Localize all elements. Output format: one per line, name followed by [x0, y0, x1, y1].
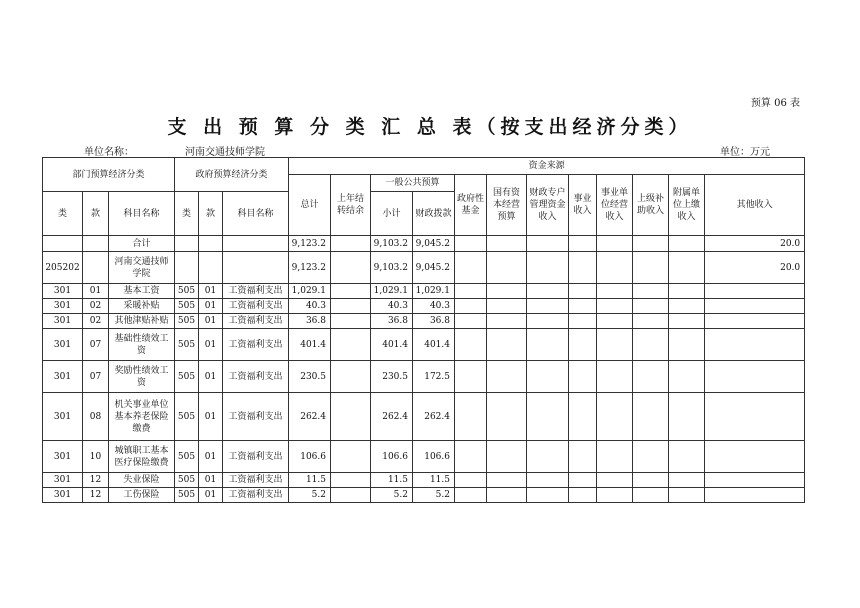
cell-total: 401.4: [289, 329, 331, 361]
cell-total: 230.5: [289, 361, 331, 393]
cell-superior-subsidy: [633, 236, 669, 252]
cell-business-unit-income: [597, 361, 633, 393]
cell-gov-fund: [455, 284, 487, 299]
cell-gov-kuan: 01: [199, 361, 223, 393]
cell-fiscal-special: [527, 299, 569, 314]
cell-business-income: [569, 252, 597, 284]
cell-gov-subject-name: 工资福利支出: [223, 488, 289, 503]
cell-kuan: 12: [83, 473, 109, 488]
cell-carryover: [331, 284, 371, 299]
cell-gov-kuan: 01: [199, 441, 223, 473]
cell-state-capital: [487, 473, 527, 488]
table-row: [43, 329, 805, 361]
cell-total: 106.6: [289, 441, 331, 473]
cell-gov-kuan: 01: [199, 393, 223, 441]
cell-affiliated-income: [669, 299, 705, 314]
table-row: [43, 393, 805, 441]
table-row: [43, 314, 805, 329]
cell-subtotal: 11.5: [371, 473, 413, 488]
cell-subject-name: 基本工资: [109, 284, 175, 299]
cell-lei: 301: [43, 361, 83, 393]
table-row: [43, 252, 805, 284]
cell-carryover: [331, 488, 371, 503]
cell-subject-name: 其他津贴补贴: [109, 314, 175, 329]
cell-superior-subsidy: [633, 252, 669, 284]
unit-name: 河南交通技师学院: [185, 147, 265, 158]
cell-gov-fund: [455, 393, 487, 441]
cell-total: 1,029.1: [289, 284, 331, 299]
table-row: [43, 361, 805, 393]
cell-superior-subsidy: [633, 329, 669, 361]
unit-label: 单位名称：: [84, 147, 134, 158]
cell-superior-subsidy: [633, 441, 669, 473]
cell-carryover: [331, 473, 371, 488]
cell-other-income: [705, 393, 805, 441]
cell-gov-kuan: 01: [199, 473, 223, 488]
cell-business-unit-income: [597, 441, 633, 473]
cell-carryover: [331, 441, 371, 473]
cell-gov-kuan: 01: [199, 488, 223, 503]
cell-fiscal-alloc: 106.6: [413, 441, 455, 473]
cell-state-capital: [487, 329, 527, 361]
header-subtotal: 小计: [371, 192, 413, 236]
header-general-budget: 一般公共预算: [371, 175, 455, 192]
cell-carryover: [331, 329, 371, 361]
cell-gov-subject-name: 工资福利支出: [223, 284, 289, 299]
header-affiliated-income: 附属单位上缴收入: [669, 175, 705, 236]
table-row: [43, 299, 805, 314]
cell-affiliated-income: [669, 393, 705, 441]
table-row: [43, 441, 805, 473]
cell-total: 9,123.2: [289, 236, 331, 252]
cell-state-capital: [487, 284, 527, 299]
cell-subject-name: 失业保险: [109, 473, 175, 488]
cell-superior-subsidy: [633, 393, 669, 441]
cell-lei: 301: [43, 441, 83, 473]
cell-business-unit-income: [597, 329, 633, 361]
cell-subject-name: 城镇职工基本医疗保险缴费: [109, 441, 175, 473]
header-total: 总计: [289, 175, 331, 236]
cell-carryover: [331, 361, 371, 393]
cell-subject-name: 河南交通技师学院: [109, 252, 175, 284]
header-state-capital: 国有资本经营预算: [487, 175, 527, 236]
money-unit: 单位：万元: [720, 147, 770, 158]
cell-affiliated-income: [669, 329, 705, 361]
cell-fiscal-alloc: 9,045.2: [413, 236, 455, 252]
cell-gov-lei: 505: [175, 441, 199, 473]
cell-total: 40.3: [289, 299, 331, 314]
cell-fiscal-special: [527, 252, 569, 284]
cell-other-income: [705, 299, 805, 314]
cell-business-income: [569, 329, 597, 361]
cell-gov-fund: [455, 252, 487, 284]
cell-fiscal-special: [527, 284, 569, 299]
cell-superior-subsidy: [633, 314, 669, 329]
cell-other-income: [705, 361, 805, 393]
cell-total: 9,123.2: [289, 252, 331, 284]
cell-other-income: [705, 314, 805, 329]
cell-gov-fund: [455, 441, 487, 473]
cell-state-capital: [487, 314, 527, 329]
cell-subject-name: 机关事业单位基本养老保险缴费: [109, 393, 175, 441]
cell-gov-kuan: 01: [199, 299, 223, 314]
cell-total: 5.2: [289, 488, 331, 503]
header-subject: 科目名称: [109, 192, 175, 236]
cell-fiscal-special: [527, 236, 569, 252]
cell-fiscal-special: [527, 473, 569, 488]
header-dept-class: 部门预算经济分类: [43, 158, 175, 192]
cell-lei: 301: [43, 299, 83, 314]
header-business-income: 事业收入: [569, 175, 597, 236]
cell-subtotal: 230.5: [371, 361, 413, 393]
cell-fiscal-special: [527, 314, 569, 329]
form-number: 预算 06 表: [750, 98, 800, 109]
cell-state-capital: [487, 299, 527, 314]
cell-state-capital: [487, 252, 527, 284]
cell-affiliated-income: [669, 361, 705, 393]
cell-affiliated-income: [669, 252, 705, 284]
cell-subject-name: 合计: [109, 236, 175, 252]
cell-gov-kuan: 01: [199, 284, 223, 299]
cell-business-income: [569, 299, 597, 314]
cell-business-unit-income: [597, 488, 633, 503]
cell-gov-subject-name: [223, 236, 289, 252]
cell-fiscal-special: [527, 488, 569, 503]
cell-gov-fund: [455, 329, 487, 361]
cell-other-income: [705, 488, 805, 503]
header-subject-gov: 科目名称: [223, 192, 289, 236]
page-title: 支 出 预 算 分 类 汇 总 表（按支出经济分类）: [167, 116, 693, 138]
cell-business-income: [569, 284, 597, 299]
cell-lei: 301: [43, 329, 83, 361]
cell-affiliated-income: [669, 473, 705, 488]
cell-gov-lei: 505: [175, 393, 199, 441]
cell-gov-kuan: [199, 236, 223, 252]
cell-kuan: [83, 252, 109, 284]
cell-state-capital: [487, 488, 527, 503]
cell-superior-subsidy: [633, 361, 669, 393]
cell-gov-fund: [455, 314, 487, 329]
cell-gov-fund: [455, 361, 487, 393]
cell-gov-lei: 505: [175, 284, 199, 299]
cell-business-unit-income: [597, 284, 633, 299]
cell-gov-subject-name: 工资福利支出: [223, 299, 289, 314]
table-row: [43, 284, 805, 299]
header-fiscal-alloc: 财政拨款: [413, 192, 455, 236]
cell-lei: 301: [43, 488, 83, 503]
cell-affiliated-income: [669, 236, 705, 252]
cell-business-income: [569, 488, 597, 503]
cell-business-unit-income: [597, 252, 633, 284]
cell-other-income: 20.0: [705, 252, 805, 284]
cell-business-income: [569, 236, 597, 252]
cell-gov-lei: 505: [175, 299, 199, 314]
budget-table: [42, 157, 805, 503]
cell-subject-name: 工伤保险: [109, 488, 175, 503]
cell-kuan: 07: [83, 329, 109, 361]
cell-kuan: [83, 236, 109, 252]
cell-carryover: [331, 314, 371, 329]
cell-fiscal-alloc: 5.2: [413, 488, 455, 503]
cell-business-income: [569, 473, 597, 488]
cell-business-unit-income: [597, 393, 633, 441]
cell-fiscal-alloc: 40.3: [413, 299, 455, 314]
cell-state-capital: [487, 441, 527, 473]
cell-gov-lei: 505: [175, 314, 199, 329]
cell-business-unit-income: [597, 299, 633, 314]
cell-subtotal: 1,029.1: [371, 284, 413, 299]
cell-total: 262.4: [289, 393, 331, 441]
cell-gov-subject-name: 工资福利支出: [223, 393, 289, 441]
cell-subject-name: 奖励性绩效工资: [109, 361, 175, 393]
cell-gov-lei: 505: [175, 473, 199, 488]
cell-gov-subject-name: 工资福利支出: [223, 473, 289, 488]
header-gov-class: 政府预算经济分类: [175, 158, 289, 192]
cell-total: 11.5: [289, 473, 331, 488]
cell-lei: 301: [43, 314, 83, 329]
cell-fiscal-special: [527, 393, 569, 441]
cell-subtotal: 401.4: [371, 329, 413, 361]
cell-kuan: 01: [83, 284, 109, 299]
cell-affiliated-income: [669, 314, 705, 329]
table-row: [43, 488, 805, 503]
cell-subtotal: 40.3: [371, 299, 413, 314]
cell-state-capital: [487, 236, 527, 252]
cell-business-income: [569, 314, 597, 329]
cell-lei: 205202: [43, 252, 83, 284]
cell-fiscal-alloc: 172.5: [413, 361, 455, 393]
cell-affiliated-income: [669, 441, 705, 473]
cell-subject-name: 基础性绩效工资: [109, 329, 175, 361]
header-business-unit-income: 事业单位经营收入: [597, 175, 633, 236]
cell-superior-subsidy: [633, 488, 669, 503]
table-row: [43, 473, 805, 488]
cell-other-income: [705, 284, 805, 299]
cell-gov-kuan: 01: [199, 314, 223, 329]
cell-subtotal: 9,103.2: [371, 252, 413, 284]
cell-gov-lei: 505: [175, 361, 199, 393]
header-other-income: 其他收入: [705, 175, 805, 236]
cell-fiscal-special: [527, 441, 569, 473]
header-kuan: 款: [83, 192, 109, 236]
cell-other-income: 20.0: [705, 236, 805, 252]
cell-fiscal-alloc: 11.5: [413, 473, 455, 488]
cell-gov-fund: [455, 488, 487, 503]
cell-gov-subject-name: 工资福利支出: [223, 441, 289, 473]
header-fiscal-special: 财政专户管理资金收入: [527, 175, 569, 236]
cell-kuan: 12: [83, 488, 109, 503]
cell-other-income: [705, 329, 805, 361]
cell-kuan: 10: [83, 441, 109, 473]
cell-kuan: 02: [83, 314, 109, 329]
header-kuan-gov: 款: [199, 192, 223, 236]
cell-business-income: [569, 361, 597, 393]
cell-subtotal: 36.8: [371, 314, 413, 329]
cell-superior-subsidy: [633, 284, 669, 299]
cell-carryover: [331, 252, 371, 284]
cell-fiscal-special: [527, 329, 569, 361]
cell-fiscal-alloc: 9,045.2: [413, 252, 455, 284]
cell-superior-subsidy: [633, 299, 669, 314]
cell-carryover: [331, 236, 371, 252]
cell-subtotal: 9,103.2: [371, 236, 413, 252]
cell-carryover: [331, 299, 371, 314]
cell-gov-fund: [455, 236, 487, 252]
cell-fiscal-alloc: 262.4: [413, 393, 455, 441]
cell-total: 36.8: [289, 314, 331, 329]
cell-kuan: 02: [83, 299, 109, 314]
cell-business-unit-income: [597, 236, 633, 252]
cell-business-income: [569, 393, 597, 441]
header-gov-fund: 政府性基金: [455, 175, 487, 236]
header-lei-gov: 类: [175, 192, 199, 236]
cell-lei: 301: [43, 284, 83, 299]
cell-gov-subject-name: 工资福利支出: [223, 329, 289, 361]
cell-lei: [43, 236, 83, 252]
cell-carryover: [331, 393, 371, 441]
cell-fiscal-special: [527, 361, 569, 393]
cell-state-capital: [487, 393, 527, 441]
cell-affiliated-income: [669, 284, 705, 299]
header-superior-subsidy: 上级补助收入: [633, 175, 669, 236]
cell-gov-subject-name: 工资福利支出: [223, 361, 289, 393]
cell-gov-subject-name: 工资福利支出: [223, 314, 289, 329]
cell-kuan: 08: [83, 393, 109, 441]
cell-gov-fund: [455, 299, 487, 314]
cell-subtotal: 262.4: [371, 393, 413, 441]
cell-fiscal-alloc: 1,029.1: [413, 284, 455, 299]
cell-fiscal-alloc: 36.8: [413, 314, 455, 329]
cell-kuan: 07: [83, 361, 109, 393]
cell-superior-subsidy: [633, 473, 669, 488]
cell-lei: 301: [43, 473, 83, 488]
cell-gov-lei: [175, 252, 199, 284]
cell-gov-lei: 505: [175, 488, 199, 503]
header-lei: 类: [43, 192, 83, 236]
cell-business-unit-income: [597, 314, 633, 329]
cell-subtotal: 5.2: [371, 488, 413, 503]
cell-affiliated-income: [669, 488, 705, 503]
cell-gov-lei: [175, 236, 199, 252]
table-row: [43, 236, 805, 252]
cell-other-income: [705, 473, 805, 488]
cell-fiscal-alloc: 401.4: [413, 329, 455, 361]
cell-subtotal: 106.6: [371, 441, 413, 473]
cell-business-income: [569, 441, 597, 473]
cell-gov-fund: [455, 473, 487, 488]
cell-state-capital: [487, 361, 527, 393]
cell-lei: 301: [43, 393, 83, 441]
cell-other-income: [705, 441, 805, 473]
header-fund-source: 资金来源: [289, 158, 805, 175]
cell-subject-name: 采暖补贴: [109, 299, 175, 314]
cell-gov-subject-name: [223, 252, 289, 284]
cell-gov-kuan: 01: [199, 329, 223, 361]
cell-gov-kuan: [199, 252, 223, 284]
header-carryover: 上年结转结余: [331, 175, 371, 236]
cell-business-unit-income: [597, 473, 633, 488]
cell-gov-lei: 505: [175, 329, 199, 361]
